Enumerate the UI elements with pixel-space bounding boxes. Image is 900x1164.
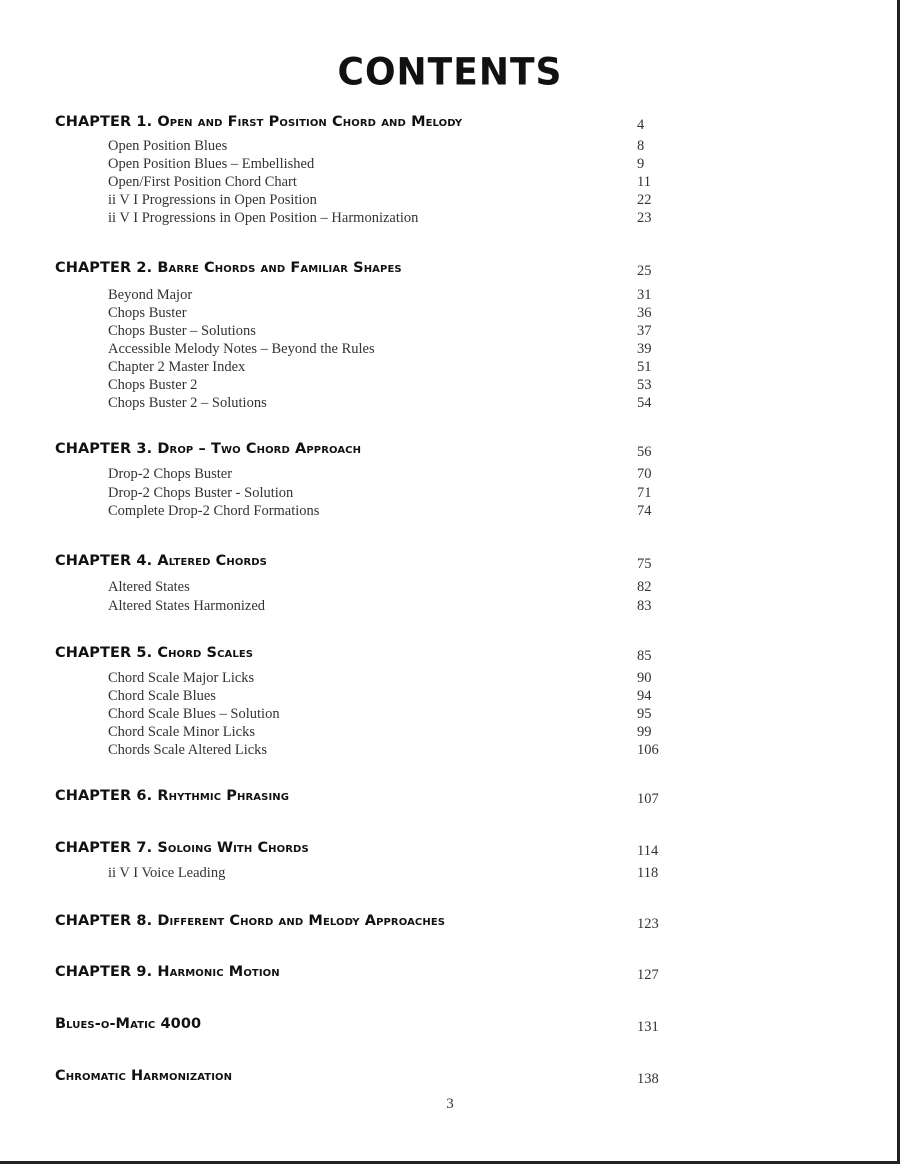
entry-title: Altered States	[108, 579, 190, 595]
chapter-heading[interactable]	[55, 1068, 855, 1090]
entry-title: Complete Drop-2 Chord Formations	[108, 503, 320, 519]
toc-entry[interactable]	[108, 742, 668, 760]
toc-entry[interactable]	[108, 156, 668, 174]
entry-page-number: 54	[637, 395, 652, 411]
chapter-title: Blues-o-Matic 4000	[55, 1016, 202, 1032]
chapter-title: CHAPTER 9. Harmonic Motion	[55, 964, 280, 980]
chapter-title: CHAPTER 4. Altered Chords	[55, 553, 267, 569]
chapter-title: Chromatic Harmonization	[55, 1068, 233, 1084]
entry-page-number: 9	[637, 156, 645, 172]
toc-entry[interactable]	[108, 192, 668, 210]
toc-entry[interactable]	[108, 305, 668, 323]
chapter-title: CHAPTER 1. Open and First Position Chord and Melody	[55, 114, 463, 130]
chapter-page-number: 4	[637, 117, 645, 133]
entry-page-number: 74	[637, 503, 652, 519]
chapter-heading[interactable]	[55, 114, 855, 136]
entry-title: Chops Buster 2 – Solutions	[108, 395, 267, 411]
toc-entry[interactable]	[108, 598, 668, 616]
chapter-page-number: 85	[637, 648, 652, 664]
chapter-heading[interactable]	[55, 441, 855, 463]
chapter-heading[interactable]	[55, 840, 855, 862]
entry-title: Chops Buster	[108, 305, 187, 321]
entry-page-number: 22	[637, 192, 652, 208]
toc-entry[interactable]	[108, 341, 668, 359]
entry-title: Beyond Major	[108, 287, 193, 303]
chapter-title: CHAPTER 5. Chord Scales	[55, 645, 254, 661]
entry-page-number: 11	[637, 174, 651, 190]
toc-entry[interactable]	[108, 287, 668, 305]
entry-page-number: 106	[637, 742, 659, 758]
entry-title: Chords Scale Altered Licks	[108, 742, 268, 758]
toc-entry[interactable]	[108, 210, 668, 228]
toc-entry[interactable]	[108, 706, 668, 724]
toc-entry[interactable]	[108, 485, 668, 503]
entry-page-number: 90	[637, 670, 652, 686]
entry-title: Chord Scale Minor Licks	[108, 724, 255, 740]
chapter-page-number: 123	[637, 916, 659, 932]
toc-entry[interactable]	[108, 466, 668, 484]
entry-page-number: 118	[637, 865, 659, 881]
entry-title: Chord Scale Blues – Solution	[108, 706, 280, 722]
toc-entry[interactable]	[108, 377, 668, 395]
entry-title: Chapter 2 Master Index	[108, 359, 246, 375]
entry-title: Chord Scale Major Licks	[108, 670, 255, 686]
entry-title: Drop-2 Chops Buster - Solution	[108, 485, 294, 501]
entry-page-number: 70	[637, 466, 652, 482]
chapter-heading[interactable]	[55, 553, 855, 575]
entry-title: ii V I Progressions in Open Position – Harmonization	[108, 210, 419, 226]
entry-title: Accessible Melody Notes – Beyond the Rules	[108, 341, 375, 357]
entry-title: ii V I Voice Leading	[108, 865, 226, 881]
page-title: CONTENTS	[337, 50, 563, 95]
entry-page-number: 8	[637, 138, 645, 154]
entry-title: ii V I Progressions in Open Position	[108, 192, 317, 208]
entry-page-number: 99	[637, 724, 652, 740]
chapter-page-number: 131	[637, 1019, 659, 1035]
entry-title: Open Position Blues	[108, 138, 228, 154]
entry-title: Open Position Blues – Embellished	[108, 156, 315, 172]
toc-entry[interactable]	[108, 724, 668, 742]
entry-page-number: 31	[637, 287, 652, 303]
chapter-page-number: 25	[637, 263, 652, 279]
page-folio: 3	[446, 1096, 454, 1112]
chapter-heading[interactable]	[55, 964, 855, 986]
toc-entry[interactable]	[108, 503, 668, 521]
chapter-page-number: 107	[637, 791, 659, 807]
toc-entry[interactable]	[108, 395, 668, 413]
entry-title: Altered States Harmonized	[108, 598, 266, 614]
chapter-heading[interactable]	[55, 913, 855, 935]
entry-page-number: 95	[637, 706, 652, 722]
toc-entry[interactable]	[108, 579, 668, 597]
entry-page-number: 37	[637, 323, 652, 339]
chapter-page-number: 127	[637, 967, 659, 983]
entry-page-number: 94	[637, 688, 652, 704]
chapter-title: CHAPTER 7. Soloing With Chords	[55, 840, 309, 856]
chapter-heading[interactable]	[55, 645, 855, 667]
entry-title: Drop-2 Chops Buster	[108, 466, 233, 482]
chapter-title: CHAPTER 8. Different Chord and Melody Approaches	[55, 913, 446, 929]
toc-entry[interactable]	[108, 688, 668, 706]
entry-page-number: 71	[637, 485, 652, 501]
toc-entry[interactable]	[108, 323, 668, 341]
entry-page-number: 36	[637, 305, 652, 321]
entry-page-number: 23	[637, 210, 652, 226]
chapter-page-number: 56	[637, 444, 652, 460]
chapter-title: CHAPTER 6. Rhythmic Phrasing	[55, 788, 290, 804]
chapter-heading[interactable]	[55, 260, 855, 282]
entry-page-number: 39	[637, 341, 652, 357]
chapter-title: CHAPTER 3. Drop – Two Chord Approach	[55, 441, 362, 457]
entry-title: Chops Buster 2	[108, 377, 198, 393]
toc-entry[interactable]	[108, 174, 668, 192]
chapter-title: CHAPTER 2. Barre Chords and Familiar Shapes	[55, 260, 402, 276]
entry-title: Chops Buster – Solutions	[108, 323, 256, 339]
chapter-heading[interactable]	[55, 788, 855, 810]
entry-page-number: 82	[637, 579, 652, 595]
entry-title: Open/First Position Chord Chart	[108, 174, 297, 190]
toc-entry[interactable]	[108, 138, 668, 156]
entry-page-number: 53	[637, 377, 652, 393]
toc-entry[interactable]	[108, 670, 668, 688]
chapter-page-number: 114	[637, 843, 659, 859]
entry-page-number: 83	[637, 598, 652, 614]
toc-entry[interactable]	[108, 865, 668, 883]
chapter-heading[interactable]	[55, 1016, 855, 1038]
toc-entry[interactable]	[108, 359, 668, 377]
entry-title: Chord Scale Blues	[108, 688, 216, 704]
chapter-page-number: 75	[637, 556, 652, 572]
entry-page-number: 51	[637, 359, 652, 375]
chapter-page-number: 138	[637, 1071, 659, 1087]
